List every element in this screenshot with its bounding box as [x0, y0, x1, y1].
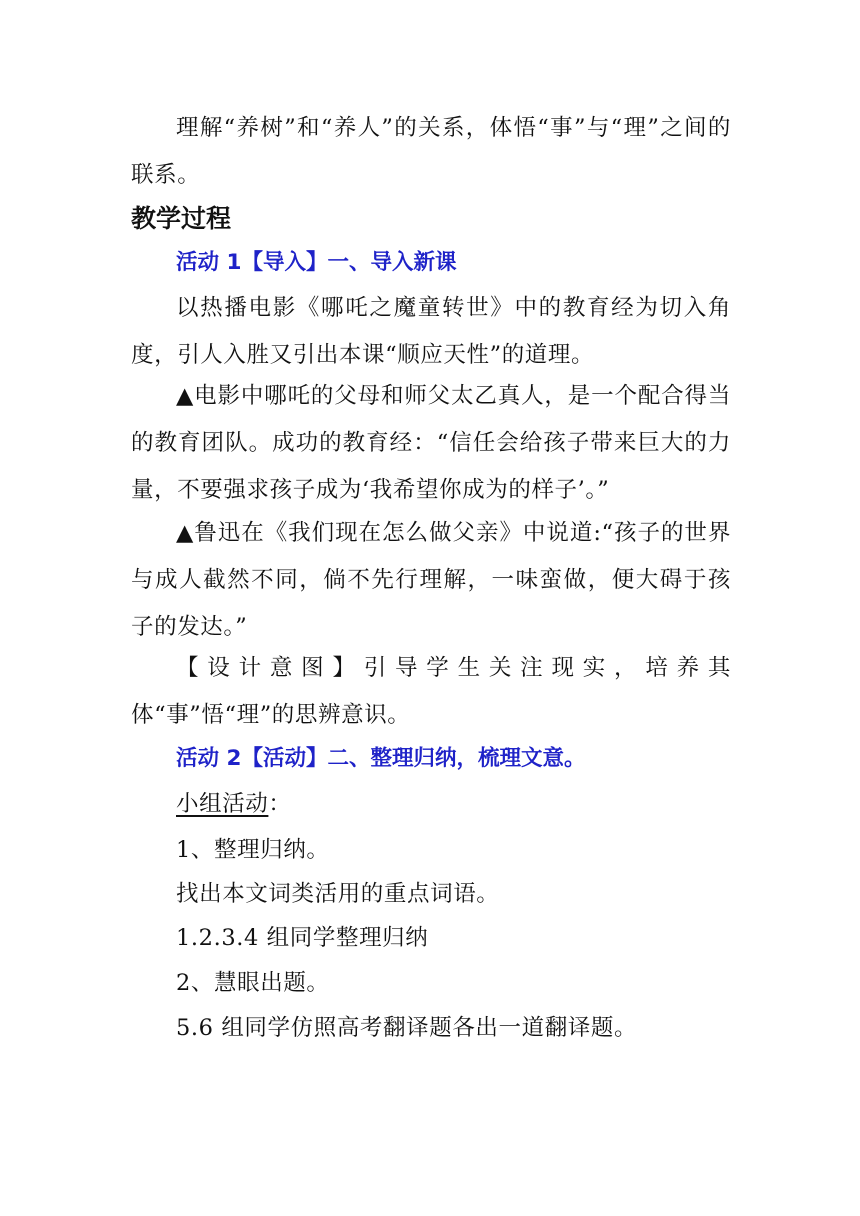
intro-paragraph: 理解“养树”和“养人”的关系，体悟“事”与“理”之间的联系。 [131, 115, 731, 188]
list-item-1-groups: 1.2.3.4 组同学整理归纳 [176, 925, 429, 951]
design-intent-paragraph: 【设计意图】引导学生关注现实，培养其体“事”悟“理”的思辨意识。 [131, 655, 731, 728]
list-item-1: 1、整理归纳。 [176, 837, 330, 863]
group-activity-text: 小组活动 [176, 791, 269, 817]
activity1-title: 活动 1【导入】一、导入新课 [176, 250, 457, 275]
list-item-2: 2、慧眼出题。 [176, 970, 330, 996]
section-title: 教学过程 [131, 204, 232, 233]
list-item-2-description: 5.6 组同学仿照高考翻译题各出一道翻译题。 [176, 1015, 638, 1041]
activity2-title: 活动 2【活动】二、整理归纳，梳理文意。 [176, 746, 586, 771]
group-activity-colon: ： [268, 791, 292, 817]
activity1-paragraph-1: 以热播电影《哪吒之魔童转世》中的教育经为切入角度，引人入胜又引出本课“顺应天性”的道理。 [131, 295, 731, 368]
list-item-1-description: 找出本文词类活用的重点词语。 [176, 881, 500, 907]
activity1-paragraph-3: ▲鲁迅在《我们现在怎么做父亲》中说道:“孩子的世界与成人截然不同，倘不先行理解，一味蛮做，便大碍于孩子的发达。” [131, 520, 731, 640]
activity1-paragraph-2: ▲电影中哪吒的父母和师父太乙真人，是一个配合得当的教育团队。成功的教育经：“信任会给孩子带来巨大的力量，不要强求孩子成为‘我希望你成为的样子’。” [131, 383, 731, 503]
group-activity-label [176, 781, 292, 828]
